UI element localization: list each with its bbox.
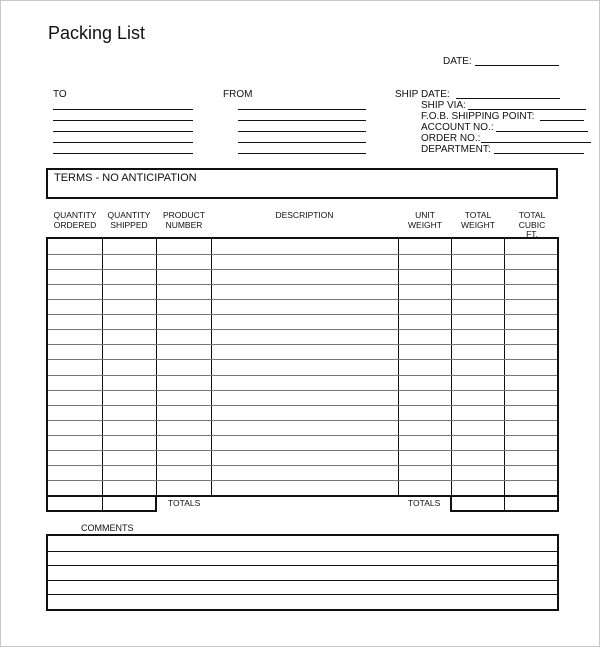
column-divider xyxy=(398,239,399,495)
column-divider xyxy=(102,239,103,495)
table-row-line xyxy=(48,405,557,406)
to-line[interactable] xyxy=(53,131,193,132)
account-no-field[interactable] xyxy=(496,131,588,132)
terms-text: TERMS - NO ANTICIPATION xyxy=(54,172,197,184)
table-row-line xyxy=(48,435,557,436)
table-row-line xyxy=(48,480,557,481)
order-no-field[interactable] xyxy=(481,142,591,143)
comments-label: COMMENTS xyxy=(81,523,134,533)
to-line[interactable] xyxy=(53,153,193,154)
column-divider xyxy=(451,239,452,495)
column-divider xyxy=(504,239,505,495)
totals-weight-box xyxy=(450,495,559,512)
table-row-line xyxy=(48,375,557,376)
comment-line xyxy=(48,580,557,581)
col-quantity-shipped: QUANTITY SHIPPED xyxy=(107,210,151,230)
from-line[interactable] xyxy=(238,120,366,121)
column-divider xyxy=(504,495,505,510)
to-line[interactable] xyxy=(53,120,193,121)
table-row-line xyxy=(48,344,557,345)
comments-box[interactable] xyxy=(46,534,559,611)
fob-shipping-point-label: F.O.B. SHIPPING POINT: xyxy=(421,111,535,122)
table-row-line xyxy=(48,329,557,330)
to-line[interactable] xyxy=(53,142,193,143)
order-no-label: ORDER NO.: xyxy=(421,133,481,144)
table-row-line xyxy=(48,359,557,360)
table-row-line xyxy=(48,299,557,300)
from-label: FROM xyxy=(223,89,253,100)
department-label: DEPARTMENT: xyxy=(421,144,491,155)
totals-label-left: TOTALS xyxy=(168,498,201,508)
table-row-line xyxy=(48,450,557,451)
ship-date-label: SHIP DATE: xyxy=(395,89,450,100)
page-title: Packing List xyxy=(48,23,146,43)
items-table xyxy=(46,237,559,497)
department-field[interactable] xyxy=(494,153,584,154)
comment-line xyxy=(48,565,557,566)
col-unit-weight: UNIT WEIGHT xyxy=(408,210,442,230)
from-line[interactable] xyxy=(238,153,366,154)
account-no-label: ACCOUNT NO.: xyxy=(421,122,494,133)
from-line[interactable] xyxy=(238,109,366,110)
to-label: TO xyxy=(53,89,67,100)
table-row-line xyxy=(48,465,557,466)
from-line[interactable] xyxy=(238,131,366,132)
column-divider xyxy=(156,239,157,495)
fob-shipping-point-field[interactable] xyxy=(540,120,584,121)
table-row-line xyxy=(48,390,557,391)
comment-line xyxy=(48,594,557,595)
date-field[interactable] xyxy=(475,65,559,66)
ship-via-field[interactable] xyxy=(468,109,586,110)
totals-quantity-box xyxy=(46,495,157,512)
to-line[interactable] xyxy=(53,109,193,110)
table-row-line xyxy=(48,254,557,255)
table-row-line xyxy=(48,269,557,270)
terms-box xyxy=(46,168,558,199)
col-description: DESCRIPTION xyxy=(275,210,334,220)
col-quantity-ordered: QUANTITY ORDERED xyxy=(53,210,97,230)
totals-label-right: TOTALS xyxy=(408,498,441,508)
date-label: DATE: xyxy=(443,56,472,67)
table-row-line xyxy=(48,314,557,315)
table-row-line xyxy=(48,420,557,421)
col-product-number: PRODUCT NUMBER xyxy=(162,210,206,230)
ship-via-label: SHIP VIA: xyxy=(421,100,466,111)
ship-date-field[interactable] xyxy=(456,98,560,99)
col-total-cubic-ft: TOTAL CUBIC FT. xyxy=(518,210,546,239)
col-total-weight: TOTAL WEIGHT xyxy=(461,210,495,230)
from-line[interactable] xyxy=(238,142,366,143)
column-divider xyxy=(211,239,212,495)
column-divider xyxy=(102,495,103,510)
table-row-line xyxy=(48,284,557,285)
comment-line xyxy=(48,551,557,552)
